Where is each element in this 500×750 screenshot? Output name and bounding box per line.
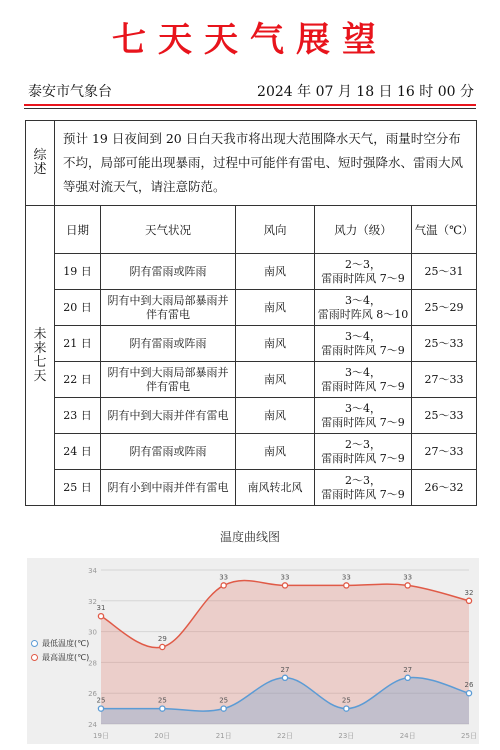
x-tick-label: 22日 [277,732,293,740]
data-label: 27 [280,665,290,674]
row-date: 19 日 [55,254,101,290]
row-wind-force [315,254,412,290]
data-point [405,675,410,680]
data-label: 27 [403,665,413,674]
row-wind-force [315,398,412,434]
row-wind-direction: 南风 [236,398,315,434]
data-label: 31 [96,604,106,613]
chart-svg [27,558,479,744]
row-wind-force [315,290,412,326]
header-wind-force: 风力（级） [315,206,412,254]
x-tick-label: 20日 [154,732,171,740]
data-point [282,583,287,588]
header-rule-black [24,108,476,109]
legend-item[interactable] [31,636,89,650]
data-label: 25 [341,696,351,705]
row-temperature: 25～31 [412,254,477,290]
data-label: 33 [280,573,290,582]
x-tick-label: 19日 [93,732,109,740]
gust-value: 雷雨时阵风 7～9 [321,415,405,429]
data-point [344,706,349,711]
table-header-row [26,206,477,254]
row-date: 20 日 [55,290,101,326]
data-point [221,706,226,711]
wind-force-value: 3～4， [345,365,381,379]
legend-marker [31,640,38,647]
row-wind-direction: 南风转北风 [236,470,315,506]
row-temperature: 25～33 [412,398,477,434]
data-label: 29 [157,635,167,643]
data-label: 26 [464,681,474,690]
row-date: 22 日 [55,362,101,398]
gust-value: 雷雨时阵风 7～9 [321,487,405,501]
row-weather: 阴有雷雨或阵雨 [101,326,236,362]
data-point [344,583,349,588]
wind-force-value: 3～4， [345,293,381,307]
row-temperature: 26～32 [412,470,477,506]
row-wind-force [315,326,412,362]
data-label: 32 [464,588,474,597]
legend-label: 最低温度(℃) [42,638,90,648]
row-date: 25 日 [55,470,101,506]
table-row [26,398,477,434]
data-point [466,598,471,603]
header-weather: 天气状况 [101,206,236,254]
gust-value: 雷雨时阵风 7～9 [321,451,405,465]
row-wind-direction: 南风 [236,326,315,362]
row-wind-force [315,434,412,470]
wind-force-value: 3～4， [345,329,381,343]
data-label: 25 [96,696,106,705]
row-date: 24 日 [55,434,101,470]
row-wind-direction: 南风 [236,290,315,326]
y-tick-label: 34 [88,567,97,575]
data-label: 33 [341,573,351,582]
y-tick-label: 24 [88,721,97,729]
table-row [26,290,477,326]
row-weather: 阴有中到大雨局部暴雨并伴有雷电 [101,290,236,326]
data-point [466,691,471,696]
data-label: 25 [219,696,229,705]
wind-force-value: 2～3， [345,437,381,451]
chart-title: 温度曲线图 [219,530,280,544]
data-label: 25 [157,696,167,705]
row-temperature: 25～33 [412,326,477,362]
issuer: 泰安市气象台 [28,84,112,100]
temperature-chart [27,558,479,744]
x-tick-label: 23日 [338,732,355,740]
legend-marker [31,654,38,661]
wind-force-value: 2～3， [345,473,381,487]
row-weather: 阴有中到大雨局部暴雨并伴有雷电 [101,362,236,398]
forecast-table [25,120,477,506]
y-tick-label: 28 [88,659,97,668]
data-point [221,583,226,588]
issue-datetime: 2024 年 07 月 18 日 16 时 00 分 [257,84,474,100]
header-rule-red [24,104,476,106]
gust-value: 雷雨时阵风 7～9 [321,271,405,285]
row-temperature: 27～33 [412,434,477,470]
row-temperature: 27～33 [412,362,477,398]
y-tick-label: 32 [88,597,97,606]
forecast-label: 未 来 七 天 [33,326,47,384]
row-date: 23 日 [55,398,101,434]
row-wind-force [315,470,412,506]
wind-force-value: 2～3， [345,257,381,271]
table-row [26,254,477,290]
row-wind-direction: 南风 [236,434,315,470]
row-weather: 阴有小到中雨并伴有雷电 [101,470,236,506]
legend-item[interactable] [31,650,89,664]
table-row [26,362,477,398]
data-point [98,706,103,711]
data-point [405,583,410,588]
y-tick-label: 30 [88,628,97,637]
page-title: 七天天气展望 [112,20,388,60]
data-label: 33 [219,573,229,582]
legend-label: 最高温度(℃) [42,652,90,662]
data-label: 33 [403,573,413,582]
wind-force-value: 3～4， [345,401,381,415]
gust-value: 雷雨时阵风 7～9 [321,379,405,393]
header-wind-direction: 风向 [236,206,315,254]
row-temperature: 25～29 [412,290,477,326]
x-tick-label: 21日 [215,732,232,740]
x-tick-label: 25日 [461,732,477,740]
row-wind-direction: 南风 [236,254,315,290]
gust-value: 雷雨时阵风 8～10 [317,307,409,321]
summary-label: 综 述 [33,148,47,177]
table-row [26,470,477,506]
data-point [98,614,103,619]
row-wind-force [315,362,412,398]
header-date: 日期 [55,206,101,254]
row-weather: 阴有雷雨或阵雨 [101,254,236,290]
row-date: 21 日 [55,326,101,362]
table-row [26,326,477,362]
chart-legend [31,636,89,664]
data-point [160,644,165,649]
header-temperature: 气温（℃） [412,206,477,254]
gust-value: 雷雨时阵风 7～9 [321,343,405,357]
row-wind-direction: 南风 [236,362,315,398]
summary-text: 预计 19 日夜间到 20 日白天我市将出现大范围降水天气，雨量时空分布不均，局部可能出现暴雨，过程中可能伴有雷电、短时强降水、雷雨大风等强对流天气，请注意防范。 [55,121,477,206]
data-point [160,706,165,711]
y-tick-label: 26 [88,690,97,699]
row-weather: 阴有雷雨或阵雨 [101,434,236,470]
summary-row [26,121,477,206]
summary-label [26,121,55,206]
forecast-label [26,206,55,506]
data-point [282,675,287,680]
table-row [26,434,477,470]
x-tick-label: 24日 [399,732,416,740]
row-weather: 阴有中到大雨并伴有雷电 [101,398,236,434]
